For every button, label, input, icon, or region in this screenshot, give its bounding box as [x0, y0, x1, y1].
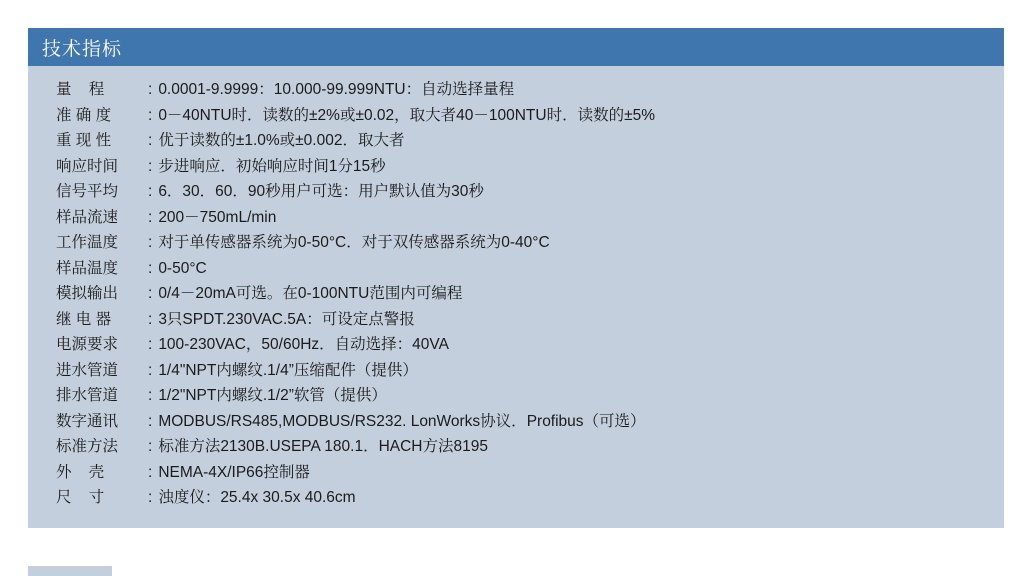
spec-value: 1/2"NPT内螺纹.1/2”软管（提供） [158, 387, 387, 404]
spec-label: 量 程 [56, 81, 105, 98]
specifications-header [28, 28, 1004, 66]
spec-colon: : [148, 234, 153, 251]
spec-row [28, 235, 1004, 251]
spec-value: 200－750mL/min [158, 208, 277, 226]
spec-row [28, 490, 1004, 506]
spec-value: 标准方法2130B.USEPA 180.1．HACH方法8195 [158, 438, 488, 455]
spec-colon: : [148, 387, 153, 404]
spec-label: 标准方法 [56, 438, 119, 455]
spec-row [28, 312, 1004, 328]
spec-colon: : [148, 106, 153, 124]
spec-label: 电源要求 [56, 336, 119, 353]
spec-label: 模拟输出 [56, 285, 119, 302]
specifications-panel [28, 28, 1004, 528]
spec-label: 进水管道 [56, 361, 119, 379]
page-footer-strip [28, 566, 112, 576]
spec-row [28, 414, 1004, 430]
spec-row [28, 465, 1004, 481]
spec-colon: : [148, 183, 153, 200]
spec-colon: : [148, 157, 153, 175]
spec-row [28, 210, 1004, 226]
spec-colon: : [148, 361, 153, 379]
spec-value: NEMA-4X/IP66控制器 [158, 463, 310, 481]
spec-colon: : [148, 412, 153, 430]
spec-colon: : [148, 438, 153, 455]
spec-label: 信号平均 [56, 183, 119, 200]
spec-label: 重 现 性 [56, 132, 112, 149]
spec-label: 继 电 器 [56, 310, 112, 328]
spec-value: 6．30．60．90秒用户可选：用户默认值为30秒 [158, 183, 484, 200]
spec-value: 0-50°C [158, 259, 207, 277]
spec-label: 响应时间 [56, 157, 119, 175]
spec-colon: : [148, 81, 153, 98]
spec-value: 步进响应．初始响应时间1分15秒 [158, 157, 386, 175]
spec-label: 样品流速 [56, 208, 119, 226]
spec-label: 工作温度 [56, 234, 119, 251]
spec-label: 外 壳 [56, 463, 105, 481]
spec-value: 100-230VAC，50/60Hz．自动选择：40VA [158, 336, 449, 353]
spec-value: 0/4－20mA可选。在0-100NTU范围内可编程 [158, 285, 463, 302]
spec-row [28, 133, 1004, 149]
page-title: 技术指标 [42, 38, 123, 60]
spec-value: MODBUS/RS485,MODBUS/RS232. LonWorks协议．Profibus（可选） [158, 412, 646, 430]
spec-row [28, 388, 1004, 404]
spec-label: 数字通讯 [56, 412, 119, 430]
spec-value: 0.0001-9.9999：10.000-99.999NTU：自动选择量程 [158, 81, 515, 98]
spec-colon: : [148, 208, 153, 226]
spec-colon: : [148, 489, 153, 506]
spec-row [28, 337, 1004, 353]
spec-row [28, 108, 1004, 124]
spec-value: 3只SPDT.230VAC.5A：可设定点警报 [158, 310, 415, 328]
spec-row [28, 286, 1004, 302]
spec-label: 样品温度 [56, 259, 119, 277]
spec-value: 1/4"NPT内螺纹.1/4”压缩配件（提供） [158, 361, 418, 379]
spec-row [28, 363, 1004, 379]
spec-label: 排水管道 [56, 387, 119, 404]
spec-colon: : [148, 259, 153, 277]
specifications-body [28, 66, 1004, 528]
spec-row [28, 261, 1004, 277]
spec-value: 浊度仪：25.4x 30.5x 40.6cm [158, 489, 356, 506]
spec-label: 尺 寸 [56, 489, 105, 506]
spec-row [28, 184, 1004, 200]
spec-value: 对于单传感器系统为0-50°C．对于双传感器系统为0-40°C [158, 234, 550, 251]
spec-row [28, 439, 1004, 455]
spec-colon: : [148, 285, 153, 302]
spec-colon: : [148, 336, 153, 353]
spec-row [28, 159, 1004, 175]
spec-colon: : [148, 132, 153, 149]
spec-row [28, 82, 1004, 98]
spec-value: 优于读数的±1.0%或±0.002．取大者 [158, 132, 405, 149]
spec-colon: : [148, 310, 153, 328]
spec-label: 准 确 度 [56, 106, 112, 124]
spec-value: 0－40NTU时．读数的±2%或±0.02，取大者40－100NTU时．读数的±5% [158, 106, 655, 124]
spec-colon: : [148, 463, 153, 481]
